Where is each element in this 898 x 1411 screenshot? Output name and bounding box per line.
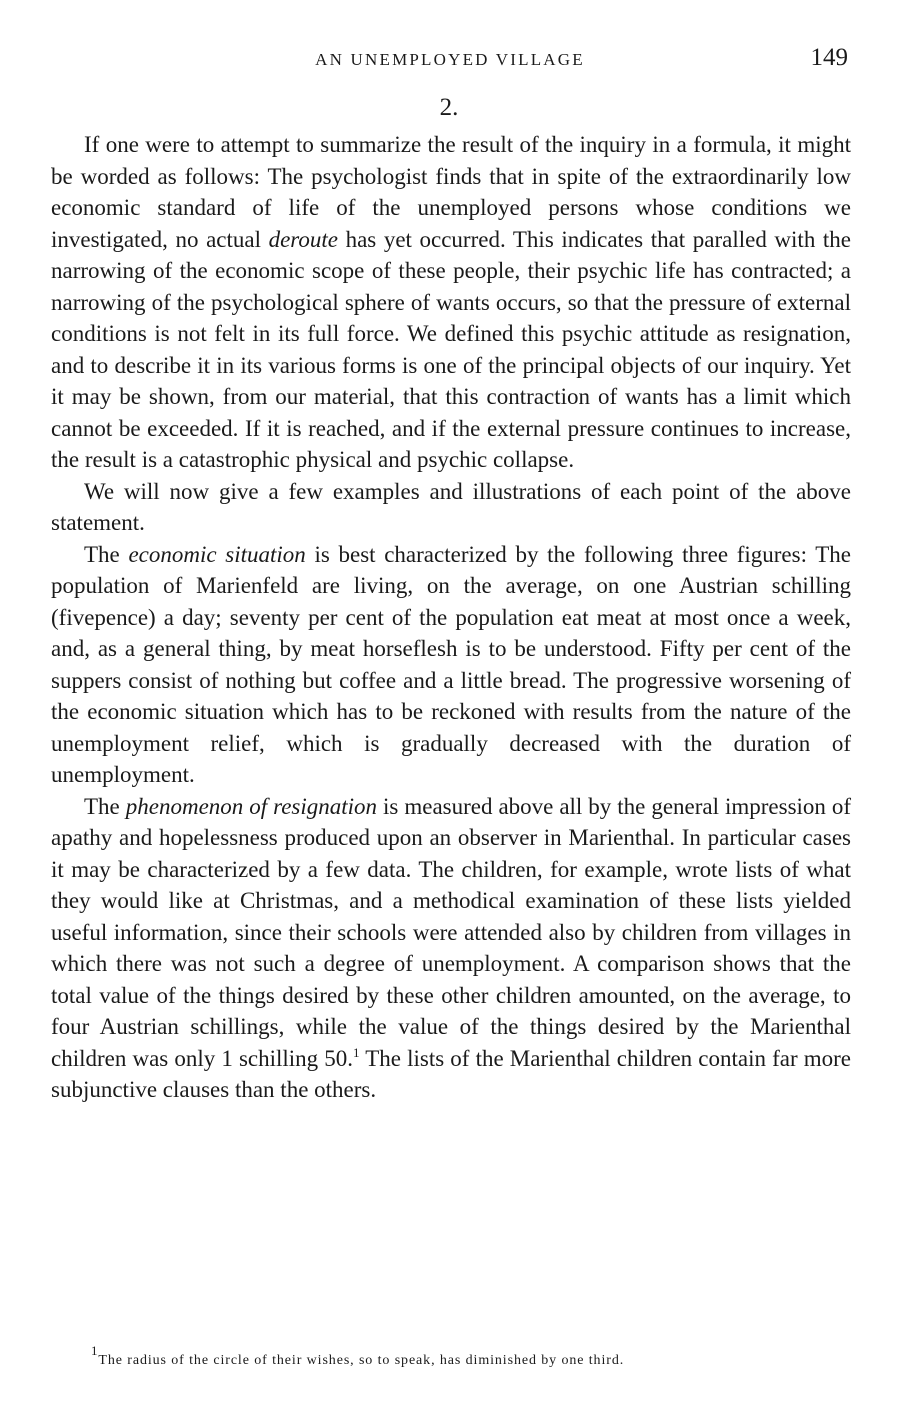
italic-term: deroute — [268, 226, 338, 252]
paragraph-text: The — [84, 793, 120, 819]
paragraph-examples-intro: We will now give a few examples and illustrations of each point of the above statement. — [51, 478, 851, 535]
paragraph-text: The lists of the Marienthal children contain far more subjunctive clauses than the others. — [51, 1045, 851, 1102]
footnote-ref: 1 — [353, 1044, 360, 1060]
paragraph-text: is best characterized by the following three figures: The population of Marienfeld are living, on the average, on one Austrian schilling (fivepence) a day; seventy per cent of the population eat meat at most once a week, and, as a general thing, by meat horseflesh is to be understood. Fifty per cent of the suppers consist of nothing but coffee and a little bread. The progressive worsening of the economic situation which has to be reckoned with results from the nature of the unemployment relief, which is gradually decreased with the duration of unemployment. — [51, 541, 851, 787]
footnote — [51, 1343, 851, 1369]
footnote-marker: 1 — [91, 1343, 99, 1358]
italic-term: economic situation — [128, 541, 306, 567]
paragraph-economic-situation — [51, 539, 851, 791]
body-text — [51, 129, 851, 1106]
paragraph-text: is measured above all by the general impression of apathy and hopelessness produced upon an observer in Marienthal. In particular cases it may be characterized by a few data. The children, for example, wrote lists of what they would like at Christmas, and a methodical examination of these lists yielded useful information, since their schools were attended also by children from villages in which there was not such a degree of unemployment. A comparison shows that the total value of the things desired by these other children amounted, on the average, to four Austrian schillings, while the value of the things desired by the Marienthal children was only 1 schilling 50. — [51, 793, 852, 1071]
paragraph-summary — [51, 129, 851, 476]
running-head: AN UNEMPLOYED VILLAGE — [315, 50, 585, 69]
paragraph-resignation — [51, 791, 851, 1106]
paragraph-text: has yet occurred. This indicates that paralled with the narrowing of the economic scope of these people, their psychic life has contracted; a narrowing of the psychological sphere of wants occurs, so that the pressure of external conditions is not felt in its full force. We defined this psychic attitude as resignation, and to describe it in its various forms is one of the principal objects of our inquiry. Yet it may be shown, from our material, that this contraction of wants has a limit which cannot be exceeded. If it is reached, and if the external pressure continues to increase, the result is a catastrophic physical and psychic collapse. — [51, 226, 852, 472]
paragraph-text: The — [84, 541, 120, 567]
paragraph-text: If one were to attempt to summarize the result of the inquiry in a formula, it might be worded as follows: The psychologist finds that in spite of the extraordinarily low economic standard of life of the unemployed persons whose conditions we investigated, no actual — [51, 132, 851, 252]
italic-term: phenomenon of resignation — [125, 793, 378, 819]
page-header — [52, 44, 848, 78]
footnote-text: The radius of the circle of their wishes, so to speak, has diminished by one third. — [98, 1353, 625, 1368]
section-number: 2. — [439, 94, 459, 121]
page-number: 149 — [810, 44, 848, 71]
